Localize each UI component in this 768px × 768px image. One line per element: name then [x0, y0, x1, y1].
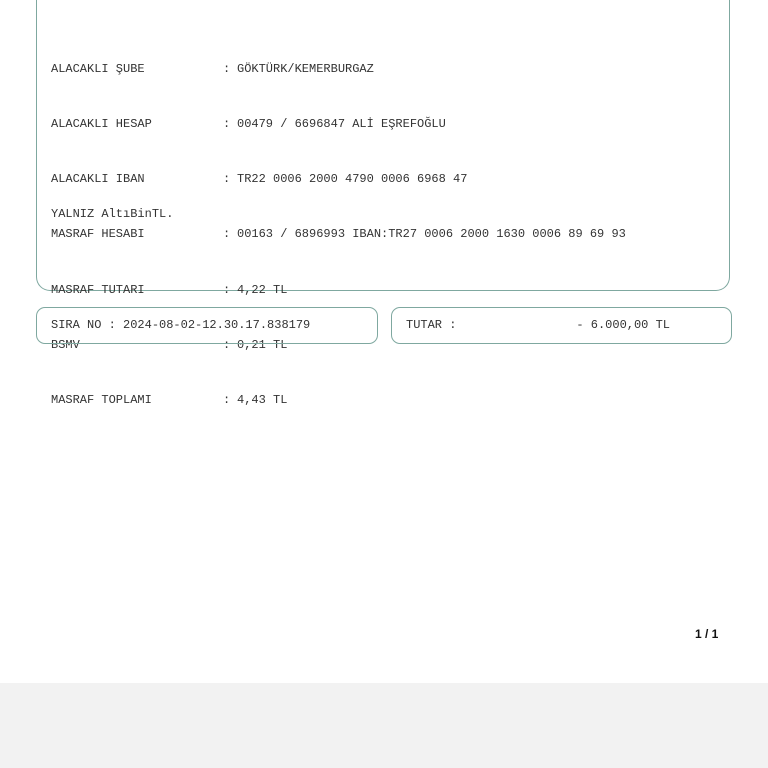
detail-colon: : [223, 117, 231, 132]
detail-row-masraf-hesabi [51, 225, 626, 243]
detail-label: ALACAKLI IBAN [51, 172, 145, 187]
sequence-number: SIRA NO : 2024-08-02-12.30.17.838179 [51, 318, 311, 332]
amount-value: - 6.000,00 TL [576, 318, 670, 332]
detail-value: 0,21 TL [237, 337, 288, 352]
detail-label: MASRAF TUTARI [51, 282, 145, 297]
sequence-number-box [36, 307, 378, 344]
detail-label: BSMV [51, 337, 80, 352]
detail-row-masraf-tutari [51, 281, 626, 299]
amount-in-words: YALNIZ AltıBinTL. [51, 207, 174, 221]
detail-value: TR22 0006 2000 4790 0006 6968 47 [237, 172, 468, 187]
detail-colon: : [223, 282, 231, 297]
detail-row-alacakli-sube [51, 60, 626, 78]
detail-row-alacakli-hesap [51, 115, 626, 133]
detail-value: GÖKTÜRK/KEMERBURGAZ [237, 61, 374, 76]
detail-value: 00163 / 6896993 IBAN:TR27 0006 2000 1630 0006 89 69 93 [237, 227, 626, 242]
detail-colon: : [223, 337, 231, 352]
viewer-background [0, 683, 768, 768]
amount-box [391, 307, 732, 344]
page-indicator: 1 / 1 [695, 627, 719, 641]
amount-label: TUTAR : [406, 318, 457, 332]
detail-value: 4,43 TL [237, 393, 288, 408]
details-list [51, 23, 626, 446]
detail-colon: : [223, 227, 231, 242]
detail-colon: : [223, 61, 231, 76]
detail-colon: : [223, 393, 231, 408]
detail-row-alacakli-iban [51, 170, 626, 188]
detail-label: ALACAKLI ŞUBE [51, 61, 145, 76]
detail-value: 4,22 TL [237, 282, 288, 297]
detail-label: MASRAF TOPLAMI [51, 393, 152, 408]
detail-colon: : [223, 172, 231, 187]
detail-row-masraf-toplami [51, 391, 626, 409]
detail-label: ALACAKLI HESAP [51, 117, 152, 132]
detail-label: MASRAF HESABI [51, 227, 145, 242]
detail-value: 00479 / 6696847 ALİ EŞREFOĞLU [237, 117, 446, 132]
